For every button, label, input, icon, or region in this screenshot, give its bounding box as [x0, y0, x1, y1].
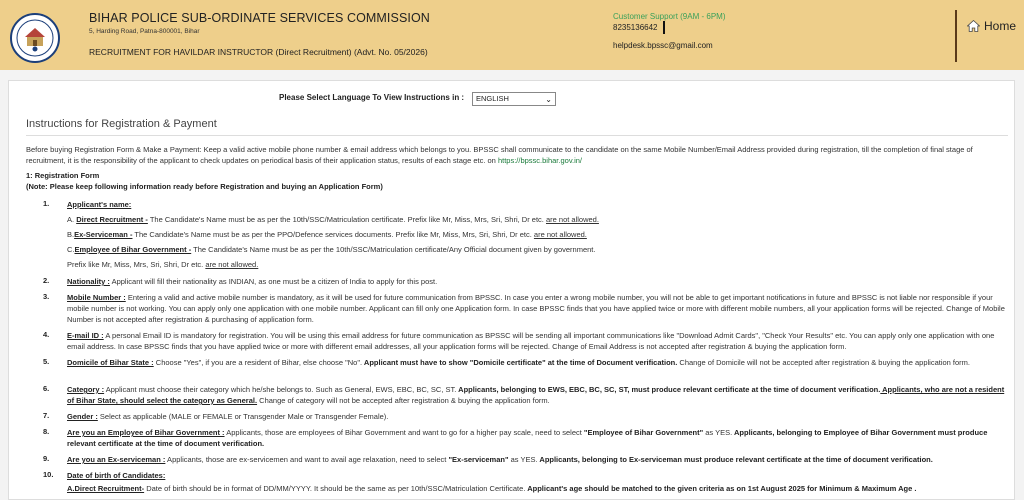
language-selected: ENGLISH — [476, 94, 509, 103]
intro-text: Before buying Registration Form & Make a Payment: Keep a valid active mobile phone number & email address which belongs to you. BPSSC shall communicate to the candidate on the same Mobile Number/Email Address provided during registration, till the completion of final stage of recruitment, it is the responsibility of the applicant to check updates on periodical basis of their application status, results of each stage etc. on — [26, 145, 973, 165]
item-text: as YES. — [703, 428, 733, 437]
language-select[interactable] — [472, 92, 556, 106]
item-dob-direct-recruitment — [67, 483, 1009, 494]
item-text: Entering a valid and active mobile number is mandatory, as it will be used for future communication from BPSSC. In case you enter a wrong mobile number, you will not be able to get important notifications in future and BPSSC is not liable nor responsible if your mobile number is not working. You can apply only one application with one mobile number. Applicant can fill only one Application form. In case BPSSC finds that you have applied twice or more with different mobile numbers, all your application forms will be rejected. Change of Mobile Number is not accepted after registration & purchasing of application form. — [67, 293, 1005, 324]
item-ex-serviceman — [67, 454, 1009, 465]
item-number: 9. — [43, 454, 50, 463]
item-emphasis: Applicant must have to show "Domicile certificate" at the time of Document verification. — [362, 358, 678, 367]
item-bihar-govt-employee — [67, 427, 1009, 449]
item-nationality — [67, 276, 1009, 287]
registration-note: (Note: Please keep following information ready before Registration and buying an Application Form) — [26, 182, 383, 191]
item-emphasis: Applicants, belonging to Employee of Bihar Government must produce relevant certificate at the time of document verification. — [67, 428, 988, 448]
item-gender — [67, 411, 1009, 422]
item-label: Gender : — [67, 412, 98, 421]
customer-support-label: Customer Support (9AM - 6PM) — [613, 12, 726, 21]
home-label: Home — [984, 19, 1017, 33]
item-label: Date of birth of Candidates: — [67, 471, 166, 480]
header-divider — [955, 10, 957, 62]
item-label: Mobile Number : — [67, 293, 126, 302]
item-number: 4. — [43, 330, 50, 339]
sub-text: Prefix like Mr, Miss, Mrs, Sri, Shri, Dr etc. — [67, 260, 204, 269]
item-number: 7. — [43, 411, 50, 420]
item-text: Change of category will not be accepted after registration & buying the application form. — [257, 396, 550, 405]
item-applicant-name-c2 — [67, 259, 1009, 270]
sub-prefix: C. — [67, 245, 75, 254]
item-date-of-birth — [67, 470, 1009, 481]
item-label: Are you an Ex-serviceman : — [67, 455, 166, 464]
support-email: helpdesk.bpssc@gmail.com — [613, 41, 713, 50]
item-text: Applicants, those are employees of Bihar Government and want to go for a higher pay scale, need to select — [224, 428, 582, 437]
item-applicant-name-title — [67, 199, 1009, 210]
item-text: Choose "Yes", if you are a resident of Bihar, else choose "No". — [153, 358, 363, 367]
item-email-id — [67, 330, 1009, 352]
item-label: Are you an Employee of Bihar Government : — [67, 428, 225, 437]
item-emphasis-underlined: Applicants, who are not a resident of Bihar State, should select the category as General. — [67, 385, 1005, 405]
item-number: 10. — [43, 470, 54, 479]
sub-label: Employee of Bihar Government - — [74, 245, 192, 254]
bpssc-website-link[interactable]: https://bpssc.bihar.gov.in/ — [497, 156, 583, 165]
item-number: 6. — [43, 384, 50, 393]
item-text: Change of Domicile will not be accepted after registration & buying the application form. — [677, 358, 971, 367]
sub-text: The Candidate's Name must be as per the PPO/Defence services documents. Prefix like Mr, Miss, Mrs, Sri, Shri, Dr etc. — [132, 230, 532, 239]
sub-prefix: A. — [67, 215, 75, 224]
language-label: Please Select Language To View Instructions in : — [279, 93, 465, 102]
recruitment-title: RECRUITMENT FOR HAVILDAR INSTRUCTOR (Direct Recruitment) (Advt. No. 05/2026) — [89, 47, 428, 57]
item-mobile-number — [67, 292, 1009, 325]
item-number: 1. — [43, 199, 50, 208]
section-title: Instructions for Registration & Payment — [26, 118, 217, 130]
item-applicant-name-c — [67, 244, 1009, 255]
instructions-panel — [8, 80, 1015, 500]
item-number: 5. — [43, 357, 50, 366]
sub-not-allowed: are not allowed. — [545, 215, 599, 224]
org-name: BIHAR POLICE SUB-ORDINATE SERVICES COMMISSION — [89, 11, 430, 25]
item-category — [67, 384, 1009, 406]
site-header — [0, 0, 1024, 70]
support-phone: 8235136642 — [613, 23, 658, 32]
item-label: Domicile of Bihar State : — [67, 358, 154, 367]
item-applicant-name-b — [67, 229, 1009, 240]
sub-prefix: B. — [67, 230, 75, 239]
item-emphasis: Applicants, belonging to EWS, EBC, BC, SC, ST, must produce relevant certificate at the time of document verification. — [456, 385, 881, 394]
text-cursor — [663, 21, 665, 34]
item-text: Applicants, those are ex-servicemen and want to avail age relaxation, need to select — [165, 455, 447, 464]
item-emphasis: "Employee of Bihar Government" — [581, 428, 704, 437]
item-label: Nationality : — [67, 277, 110, 286]
sub-label: Direct Recruitment - — [76, 215, 148, 224]
item-applicant-name-a — [67, 214, 1009, 225]
item-text: as YES. — [508, 455, 538, 464]
sub-label: Ex-Serviceman - — [74, 230, 133, 239]
item-label: Applicant's name: — [67, 200, 132, 209]
item-text: Select as applicable (MALE or FEMALE or Transgender Male or Transgender Female). — [97, 412, 389, 421]
sub-text: The Candidate's Name must be as per the 10th/SSC/Matriculation certificate. Prefix like Mr, Miss, Mrs, Sri, Shri, Dr etc. — [147, 215, 544, 224]
sub-label: A.Direct Recruitment- — [67, 484, 145, 493]
bpssc-logo[interactable] — [10, 13, 60, 63]
item-text: Applicant must choose their category which he/she belongs to. Such as General, EWS, EBC, BC, SC, ST. — [104, 385, 457, 394]
item-number: 2. — [43, 276, 50, 285]
sub-emphasis: Applicant's age should be matched to the given criteria as on 1st August 2025 for Minimum & Maximum Age . — [525, 484, 917, 493]
item-label: E-mail ID : — [67, 331, 104, 340]
item-label: Category : — [67, 385, 105, 394]
sub-text: The Candidate's Name must be as per the 10th/SSC/Matriculation certificate/Any Official document given by government. — [191, 245, 596, 254]
sub-not-allowed: are not allowed. — [533, 230, 587, 239]
registration-heading: 1: Registration Form — [26, 171, 100, 180]
item-text: A personal Email ID is mandatory for registration. You will be using this email address for future communication as BPSSC will be sending all important communications like "Download Admit Cards", "Check Your Results" etc. You can apply only one application with one email address. In case BPSSC finds that you have applied twice or more with different email addresses, all your application forms will be rejected. Change of Email Address is not accepted after registration & buying the application form. — [67, 331, 995, 351]
intro-paragraph — [26, 144, 1008, 166]
item-domicile — [67, 357, 1009, 368]
item-number: 3. — [43, 292, 50, 301]
chevron-down-icon: ⌄ — [545, 95, 552, 104]
home-link[interactable] — [967, 19, 1016, 33]
item-number: 8. — [43, 427, 50, 436]
org-address: 5, Harding Road, Patna-800001, Bihar — [89, 28, 200, 35]
item-emphasis: Applicants, belonging to Ex-serviceman must produce relevant certificate at the time of document verification. — [537, 455, 933, 464]
section-divider — [26, 135, 1008, 136]
item-text: Applicant will fill their nationality as INDIAN, as one must be a citizen of India to apply for this post. — [109, 277, 438, 286]
sub-not-allowed: are not allowed. — [205, 260, 259, 269]
home-icon — [967, 20, 980, 32]
item-emphasis: "Ex-serviceman" — [446, 455, 509, 464]
sub-text: Date of birth should be in format of DD/MM/YYYY. It should be the same as per 10th/SSC/Matriculation Certificate. — [144, 484, 526, 493]
